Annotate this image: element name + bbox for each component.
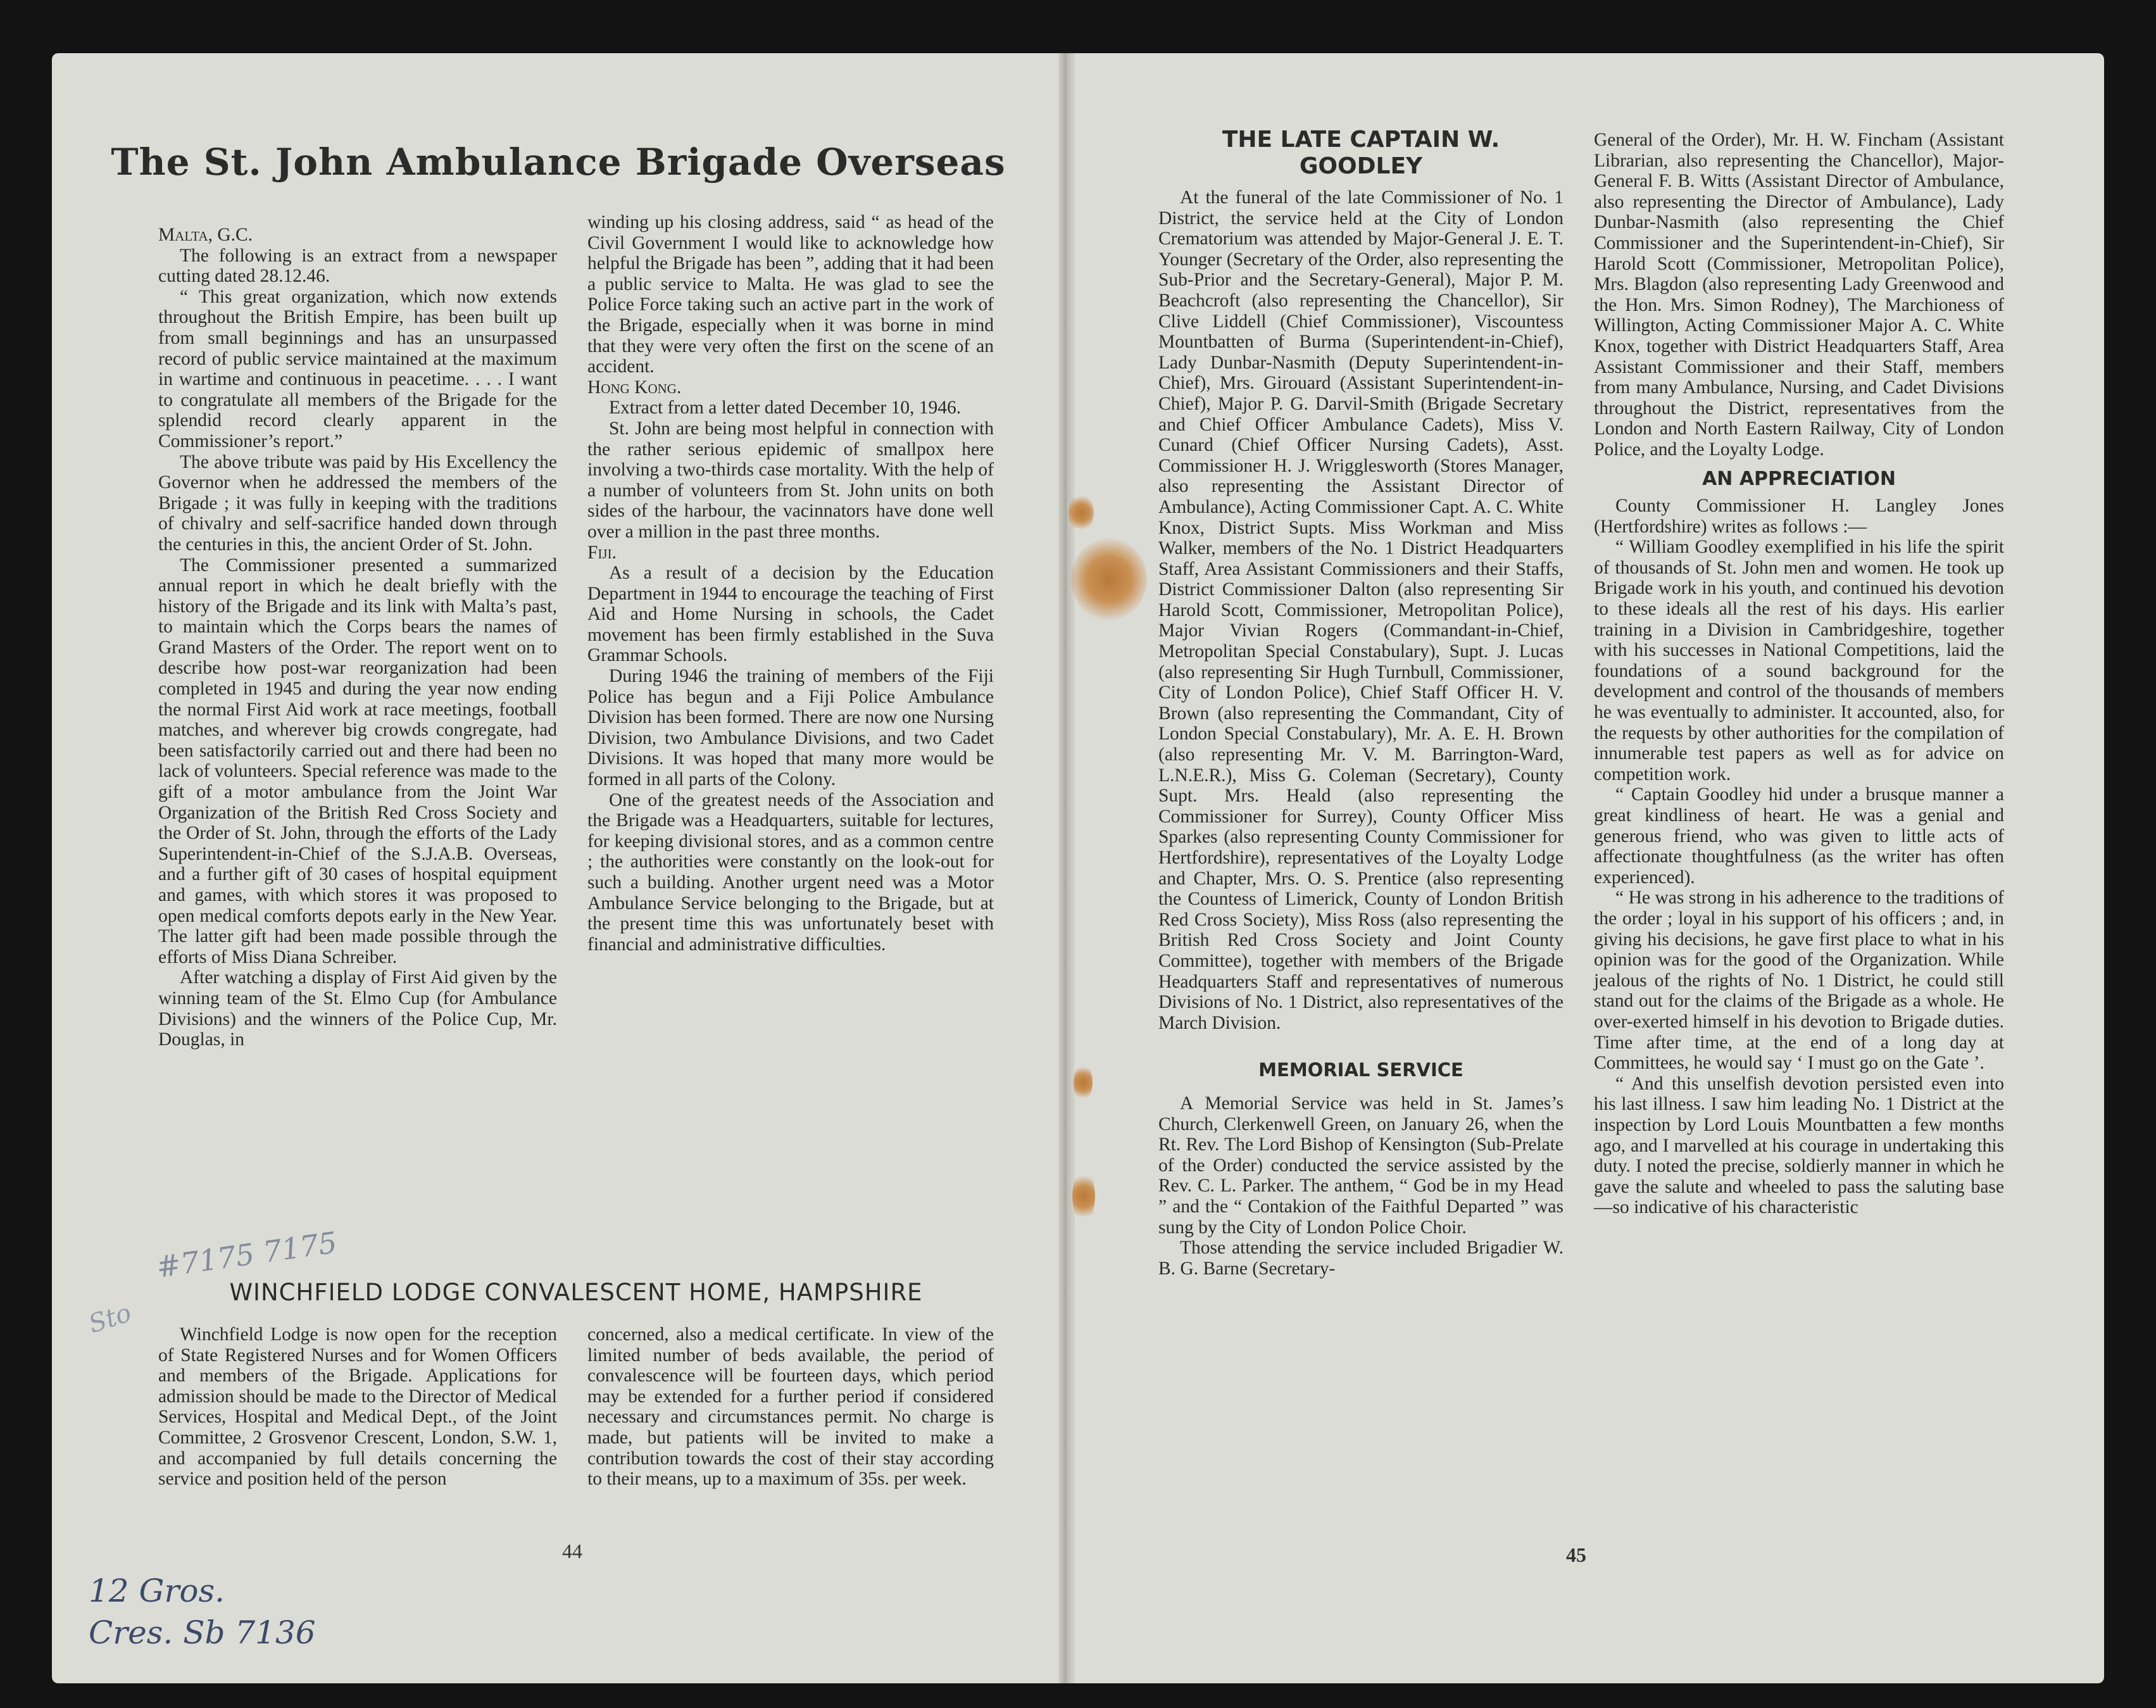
paragraph: Extract from a letter dated December 10, 1946. <box>609 398 962 418</box>
paragraph: During 1946 the training of members of the Fiji Police has begun and a Fiji Police Ambulance Division has been formed. There are now one Nursing Division, two Ambulance Divisions, and two Cadet Divisions. It was hoped that many more would be formed in all parts of the Colony. <box>587 666 994 790</box>
winchfield-heading: WINCHFIELD LODGE CONVALESCENT HOME, HAMPSHIRE <box>229 1279 923 1306</box>
article-title: The St. John Ambulance Brigade Overseas <box>111 141 1006 184</box>
goodley-heading: THE LATE CAPTAIN W. GOODLEY <box>1222 127 1500 179</box>
paragraph: The Commissioner presented a summarized annual report in which he dealt briefly with the history of the Brigade and its link with Malta’s past, to maintain which the Corps bears the names of Grand Masters of the Order. The report went on to describe how post-war reorganization had been completed in 1945 and during the year now ending the normal First Aid work at race meetings, football matches, and wherever big crowds congregate, had been satisfactorily carried out and there had been no lack of volunteers. Special reference was made to the gift of a motor ambulance from the Joint War Organization of the British Red Cross Society and the Order of St. John, through the efforts of the Lady Superintendent-in-Chief of the S.J.A.B. Overseas, and a further gift of 30 cases of hospital equipment and games, with which stores it was proposed to open medical comforts depots early in the New Year. The latter gift had been made possible through the efforts of Miss Diana Schreiber. <box>158 555 557 967</box>
book-gutter <box>1058 53 1075 1683</box>
paragraph: St. John are being most helpful in connection with the rather serious epidemic of smallpox here involving a two-thirds case mortality. With the help of a number of volunteers from St. John units on both sides of the harbour, the vacinnators have done well over a million in the past three months. <box>587 418 994 542</box>
section-heading-malta: Malta, G.C. <box>158 225 253 245</box>
stain-mark <box>1071 538 1147 620</box>
paragraph: “ He was strong in his adherence to the traditions of the order ; loyal in his support of his officers ; and, in giving his decisions, he gave first place to what in his opinion was for the good of the Organization. While jealous of the rights of No. 1 District, he could still stand out for the claims of the Brigade as a whole. He over-exerted himself in his devotion to Brigade duties. Time after time, at the end of a long day at Committees, he would say ‘ I must go on the Gate ’. <box>1594 888 2004 1074</box>
winchfield-column-2 <box>587 1324 994 1490</box>
paragraph: winding up his closing address, said “ as head of the Civil Government I would like to acknowledge how helpful the Brigade has been ”, adding that it had been a public service to Malta. He was glad to see the Police Force taking such an active part in the work of the Brigade, especially when it was borne in mind that they were very often the first on the scene of an accident. <box>587 212 994 377</box>
right-column-1 <box>1158 127 1564 1279</box>
paragraph: One of the greatest needs of the Association and the Brigade was a Headquarters, suitable for lectures, for keeping divisional stores, and as a common centre ; the authorities were constantly on the look-out for such a building. Another urgent need was a Motor Ambulance Service belonging to the Brigade, but at the present time this was unfortunately beset with financial and administrative difficulties. <box>587 789 994 955</box>
pencil-annotation-side: Sto <box>85 1298 135 1340</box>
appreciation-heading: AN APPRECIATION <box>1702 467 1896 490</box>
left-column-2 <box>587 212 994 955</box>
paragraph: The following is an extract from a newspaper cutting dated 28.12.46. <box>158 245 557 287</box>
pencil-annotation-top: #7175 7175 <box>154 1225 339 1284</box>
paragraph: The above tribute was paid by His Excellency the Governor when he addressed the members of the Brigade ; it was fully in keeping with the traditions of chivalry and self-sacrifice handed down through the centuries in this, the ancient Order of St. John. <box>158 451 557 555</box>
paragraph: County Commissioner H. Langley Jones (Hertfordshire) writes as follows :— <box>1594 496 2004 537</box>
stain-mark <box>1072 1171 1095 1222</box>
paragraph: At the funeral of the late Commissioner of No. 1 District, the service held at the City of London Crematorium was attended by Major-General J. E. T. Younger (Secretary of the Order, also representing the Sub-Prior and the Secretary-General), Major P. M. Beachcroft (also representing the Chancellor), Sir Clive Liddell (Chief Commissioner), Viscountess Mountbatten of Burma (Superintendent-in-Chief), Lady Dunbar-Nasmith (Deputy Superintendent-in-Chief), Mrs. Girouard (Assistant Superintendent-in-Chief), Major P. G. Darvil-Smith (Brigade Secretary and Chief Officer Ambulance Cadets), Miss V. Cunard (Chief Officer Nursing Cadets), Asst. Commissioner H. J. Wrigglesworth (Stores Manager, also representing the Assistant Director of Ambulance), Acting Commissioner Capt. A. C. White Knox, District Supts. Miss Workman and Miss Walker, members of the No. 1 District Headquarters Staff, Area Assistant Commissioners and their Staffs, District Commissioner Dalton (also representing Sir Harold Scott, Commissioner, Metropolitan Police), Major Vivian Rogers (Commandant-in-Chief, Metropolitan Special Constabulary), Supt. J. Lucas (also representing Sir Hugh Turnbull, Commissioner, City of London Police), Chief Staff Officer H. V. Brown (also representing the Commandant, City of London Special Constabulary), Mr. A. E. H. Brown (also representing Mr. V. M. Barrington-Ward, L.N.E.R.), Miss G. Coleman (Secretary), County Supt. Mrs. Heald (also representing the Commissioner for Surrey), County Officer Miss Sparkes (also representing County Commissioner for Hertfordshire), representatives of the Loyalty Lodge and Chapter, Mrs. O. S. Prentice (also representing the Countess of Limerick, County of London British Red Cross Society), Miss Ross (also representing the British Red Cross Society and Joint County Committee), together with members of the Brigade Headquarters Staff and representatives of numerous Divisions of No. 1 District, also representatives of the March Division. <box>1158 187 1564 1033</box>
stain-mark <box>1069 494 1094 532</box>
paragraph: A Memorial Service was held in St. James’s Church, Clerkenwell Green, on January 26, when the Rt. Rev. The Lord Bishop of Kensington (Sub-Prelate of the Order) conducted the service assisted by the Rev. C. L. Parker. The anthem, “ God be in my Head ” and the “ Contakion of the Faithful Departed ” was sung by the City of London Police Choir. <box>1158 1093 1564 1238</box>
paragraph: concerned, also a medical certificate. In view of the limited number of beds available, the period of convalescence will be fourteen days, which period may be extended for a further period if considered necessary and circumstances permit. No charge is made, but patients will be invited to make a contribution towards the cost of their stay according to their means, up to a maximum of 35s. per week. <box>587 1324 994 1490</box>
paragraph: “ This great organization, which now extends throughout the British Empire, has been built up from small beginnings and has an unsurpassed record of public service maintained at the maximum in wartime and continuous in peacetime. . . . I want to congratulate all members of the Brigade for the splendid record clearly apparent in the Commissioner’s report.” <box>158 286 557 451</box>
page-number-left: 44 <box>562 1540 582 1562</box>
paragraph: Winchfield Lodge is now open for the reception of State Registered Nurses and for Women Officers and members of the Brigade. Applications for admission should be made to the Director of Medical Services, Hospital and Medical Dept., of the Joint Committee, 2 Grosvenor Crescent, London, S.W. 1, and accompanied by full details concerning the service and position held of the person <box>158 1324 557 1490</box>
paragraph: “ Captain Goodley hid under a brusque manner a great kindliness of heart. He was a genial and generous friend, who was given to little acts of affectionate thoughtfulness (as the writer has often experienced). <box>1594 784 2004 888</box>
section-heading-fiji: Fiji. <box>587 542 617 563</box>
stain-mark <box>1074 1064 1093 1102</box>
paragraph: As a result of a decision by the Education Department in 1944 to encourage the teaching of First Aid and Home Nursing in schools, the Cadet movement has been firmly established in the Suva Grammar Schools. <box>587 563 994 666</box>
memorial-heading: MEMORIAL SERVICE <box>1258 1059 1463 1081</box>
section-heading-hong-kong: Hong Kong. <box>587 377 682 398</box>
paragraph: “ William Goodley exemplified in his life the spirit of thousands of St. John men and women. He took up Brigade work in his youth, and continued his devotion to these ideals all the rest of his days. His earlier training in a Division in Cambridgeshire, together with his successes in National Competitions, laid the foundations of a sound background for the development and control of the thousands of members he was eventually to administer. It accounted, also, for the requests by other authorities for the compilation of innumerable test papers as well as for advice on competition work. <box>1594 537 2004 784</box>
paragraph: General of the Order), Mr. H. W. Fincham (Assistant Librarian, also representing the Chancellor), Major-General F. B. Witts (Assistant Director of Ambulance, also representing the Director of Ambulance), Lady Dunbar-Nasmith (also representing the Chief Commissioner and the Superintendent-in-Chief), Sir Harold Scott (Commissioner, Metropolitan Police), Mrs. Blagdon (also representing Lady Greenwood and the Hon. Mrs. Simon Rodney), The Marchioness of Willington, Acting Commissioner Major A. C. White Knox, together with District Headquarters Staff, Area Assistant Commissioner and their Staff, members from many Ambulance, Nursing, and Cadet Divisions throughout the District, representatives from the London and North Eastern Railway, City of London Police, and the Loyalty Lodge. <box>1594 130 2004 460</box>
paragraph: “ And this unselfish devotion persisted even into his last illness. I saw him leading No. 1 District at the inspection by Lord Louis Mountbatten a few months ago, and I marvelled at his courage in undertaking this duty. I noted the precise, soldierly manner in which he gave the salute and wheeled to pass the saluting base—so indicative of his characteristic <box>1594 1073 2004 1218</box>
paragraph: After watching a display of First Aid given by the winning team of the St. Elmo Cup (for Ambulance Divisions) and the winners of the Police Cup, Mr. Douglas, in <box>158 967 557 1050</box>
left-column-1 <box>158 225 557 1050</box>
ink-annotation-bottom: 12 Gros. Cres. Sb 7136 <box>89 1573 316 1651</box>
paragraph: Those attending the service included Brigadier W. B. G. Barne (Secretary- <box>1158 1238 1564 1279</box>
right-column-2 <box>1594 130 2004 1218</box>
page-number-right: 45 <box>1566 1543 1586 1566</box>
winchfield-column-1 <box>158 1324 557 1490</box>
